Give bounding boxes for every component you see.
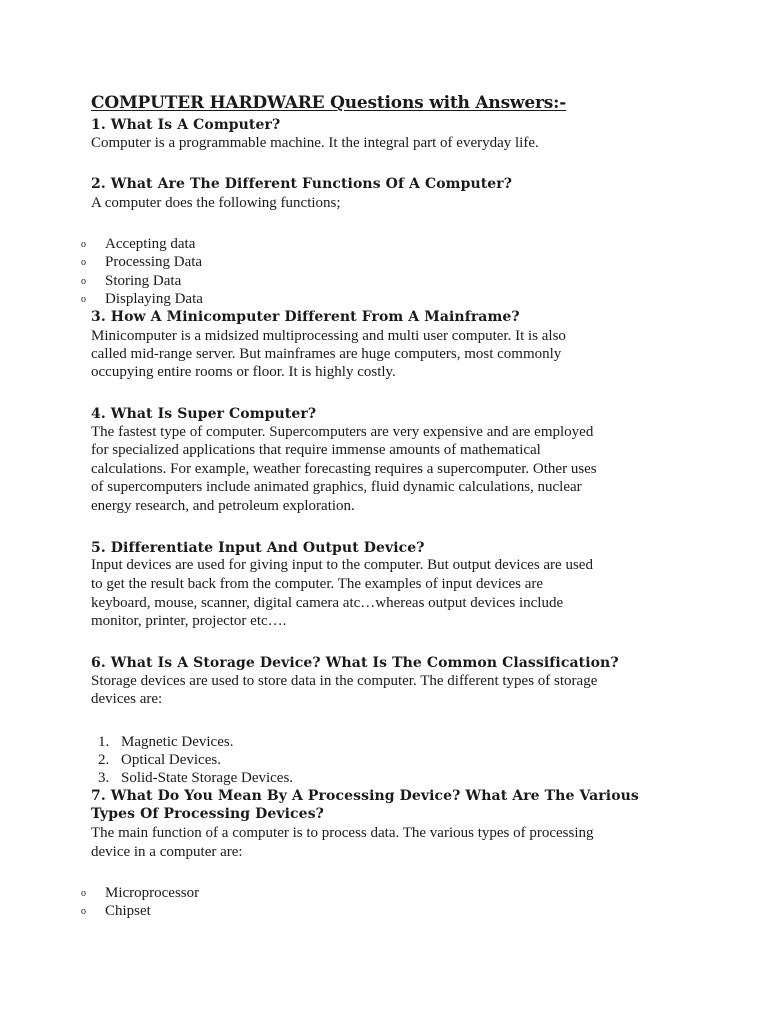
list-item-text: Microprocessor [105, 885, 200, 901]
bullet-icon: o [81, 275, 86, 287]
question-3-answer-line-3: occupying entire rooms or floor. It is highly costly. [91, 364, 396, 380]
question-7-heading-line-1: 7. What Do You Mean By A Processing Device? What Are The Various [91, 788, 639, 804]
list-item-text: Solid-State Storage Devices. [121, 770, 294, 786]
question-4-answer-line-4: of supercomputers include animated graphics, fluid dynamic calculations, nuclear [91, 479, 582, 495]
bullet-icon: o [81, 239, 86, 250]
question-4-answer-line-3: calculations. For example, weather forecasting requires a supercomputer. Other uses [91, 461, 597, 477]
bullet-icon: o [81, 888, 86, 899]
question-7-answer-line-2: device in a computer are: [91, 844, 243, 860]
question-4-heading: 4. What Is Super Computer? [91, 406, 317, 422]
question-6-answer-line-1: Storage devices are used to store data in the computer. The different types of storage [91, 673, 598, 689]
list-item-text: Displaying Data [105, 290, 203, 307]
question-1-heading: 1. What Is A Computer? [91, 117, 281, 133]
list-item-text: Magnetic Devices. [121, 734, 234, 750]
question-7-answer-line-1: The main function of a computer is to process data. The various types of processing [91, 825, 594, 841]
question-6-answer-line-2: devices are: [91, 691, 163, 707]
list-item-text: Processing Data [105, 254, 203, 271]
question-5-answer-line-2: to get the result back from the computer. The examples of input devices are [91, 576, 544, 592]
list-item-text: Chipset [105, 903, 151, 920]
list-number: 2. [98, 752, 110, 768]
question-5-answer-line-3: keyboard, mouse, scanner, digital camera atc…whereas output devices include [91, 595, 564, 611]
list-number: 1. [98, 734, 110, 750]
list-item-text: Accepting data [105, 236, 196, 252]
list-item-text: Optical Devices. [121, 752, 221, 768]
bullet-icon: o [81, 906, 86, 918]
question-5-answer-line-1: Input devices are used for giving input to the computer. But output devices are used [91, 557, 593, 573]
question-2-answer: A computer does the following functions; [91, 195, 341, 211]
question-2-heading: 2. What Are The Different Functions Of A Computer? [91, 176, 513, 192]
question-5-answer-line-4: monitor, printer, projector etc…. [91, 613, 287, 629]
question-6-heading: 6. What Is A Storage Device? What Is The Common Classification? [91, 655, 619, 671]
question-1-answer: Computer is a programmable machine. It the integral part of everyday life. [91, 135, 539, 151]
question-4-answer-line-1: The fastest type of computer. Supercomputers are very expensive and are employed [91, 424, 594, 440]
question-7-heading-line-2: Types Of Processing Devices? [91, 806, 324, 822]
document-title: COMPUTER HARDWARE Questions with Answers:- [91, 93, 567, 113]
bullet-icon: o [81, 293, 86, 305]
question-3-answer-line-2: called mid-range server. But mainframes are huge computers, most commonly [91, 346, 562, 362]
bullet-icon: o [81, 257, 86, 269]
question-3-heading: 3. How A Minicomputer Different From A Mainframe? [91, 309, 520, 325]
question-4-answer-line-5: energy research, and petroleum exploration. [91, 498, 355, 514]
list-number: 3. [98, 770, 110, 786]
question-4-answer-line-2: for specialized applications that require immense amounts of mathematical [91, 442, 541, 458]
question-3-answer-line-1: Minicomputer is a midsized multiprocessing and multi user computer. It is also [91, 328, 566, 344]
question-5-heading: 5. Differentiate Input And Output Device? [91, 540, 425, 556]
list-item-text: Storing Data [105, 272, 182, 289]
